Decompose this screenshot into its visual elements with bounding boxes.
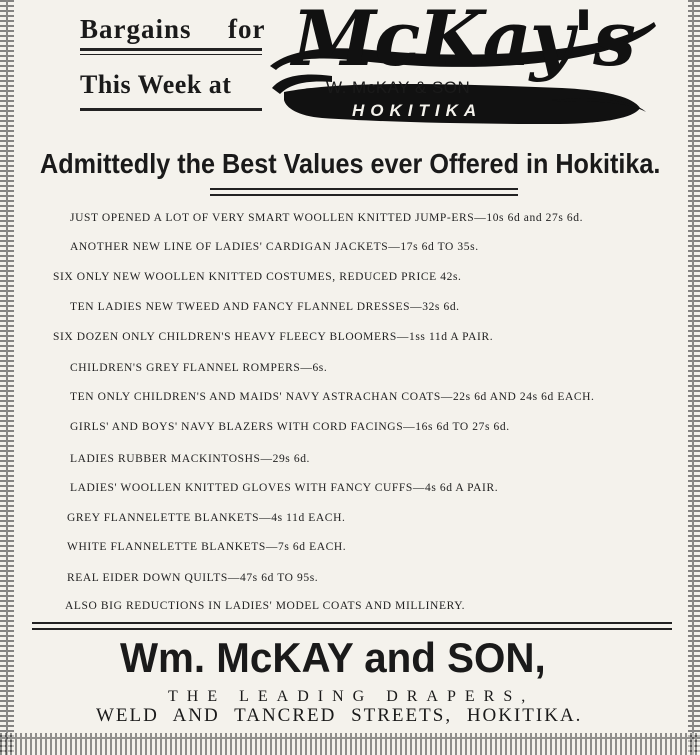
list-item: GREY FLANNELETTE BLANKETS—4s 11d EACH. — [67, 512, 346, 524]
list-item: SIX ONLY NEW WOOLLEN KNITTED COSTUMES, REDUCED PRICE 42s. — [53, 271, 462, 283]
list-item: CHILDREN'S GREY FLANNEL ROMPERS—6s. — [70, 362, 328, 374]
bargains-word: Bargains — [80, 14, 192, 44]
list-item: LADIES' WOOLLEN KNITTED GLOVES WITH FANCY CUFFS—4s 6d A PAIR. — [70, 482, 499, 494]
headline: Admittedly the Best Values ever Offered in Hokitika. — [40, 148, 661, 179]
header-rule-lower — [80, 108, 262, 111]
list-item: GIRLS' AND BOYS' NAVY BLAZERS WITH CORD FACINGS—16s 6d TO 27s 6d. — [70, 421, 510, 433]
list-item: TEN ONLY CHILDREN'S AND MAIDS' NAVY ASTRACHAN COATS—22s 6d AND 24s 6d EACH. — [70, 391, 595, 403]
bottom-border-rule — [0, 733, 700, 755]
list-item: LADIES RUBBER MACKINTOSHS—29s 6d. — [70, 453, 311, 465]
headline-rule — [210, 188, 518, 190]
footer-rule — [32, 622, 672, 624]
list-item: REAL EIDER DOWN QUILTS—47s 6d TO 95s. — [67, 572, 319, 584]
headline-rule-lower — [210, 194, 518, 196]
for-word: for — [228, 14, 266, 44]
list-item: ALSO BIG REDUCTIONS IN LADIES' MODEL COATS AND MILLINERY. — [65, 600, 466, 612]
list-item: TEN LADIES NEW TWEED AND FANCY FLANNEL DRESSES—32s 6d. — [70, 301, 460, 313]
header-rule — [80, 48, 262, 51]
logo-subtitle: W. McKAY & SON — [326, 78, 471, 97]
logo-wordmark: McKay's — [292, 0, 634, 83]
list-item: SIX DOZEN ONLY CHILDREN'S HEAVY FLEECY BLOOMERS—1ss 11d A PAIR. — [53, 331, 494, 343]
header-rule-thin — [80, 54, 262, 55]
firm-address: WELD AND TANCRED STREETS, HOKITIKA. — [96, 705, 583, 726]
ad-header — [0, 0, 700, 140]
firm-tagline: THE LEADING DRAPERS, — [168, 688, 535, 705]
logo-town: HOKITIKA — [352, 101, 483, 120]
this-week-heading: This Week at — [80, 70, 232, 99]
footer-rule-lower — [32, 628, 672, 630]
list-item: ANOTHER NEW LINE OF LADIES' CARDIGAN JACKETS—17s 6d TO 35s. — [70, 241, 479, 253]
list-item: JUST OPENED A LOT OF VERY SMART WOOLLEN KNITTED JUMP-ERS—10s 6d and 27s 6d. — [70, 212, 584, 224]
firm-name: Wm. McKAY and SON, — [120, 634, 546, 681]
list-item: WHITE FLANNELETTE BLANKETS—7s 6d EACH. — [67, 541, 347, 553]
